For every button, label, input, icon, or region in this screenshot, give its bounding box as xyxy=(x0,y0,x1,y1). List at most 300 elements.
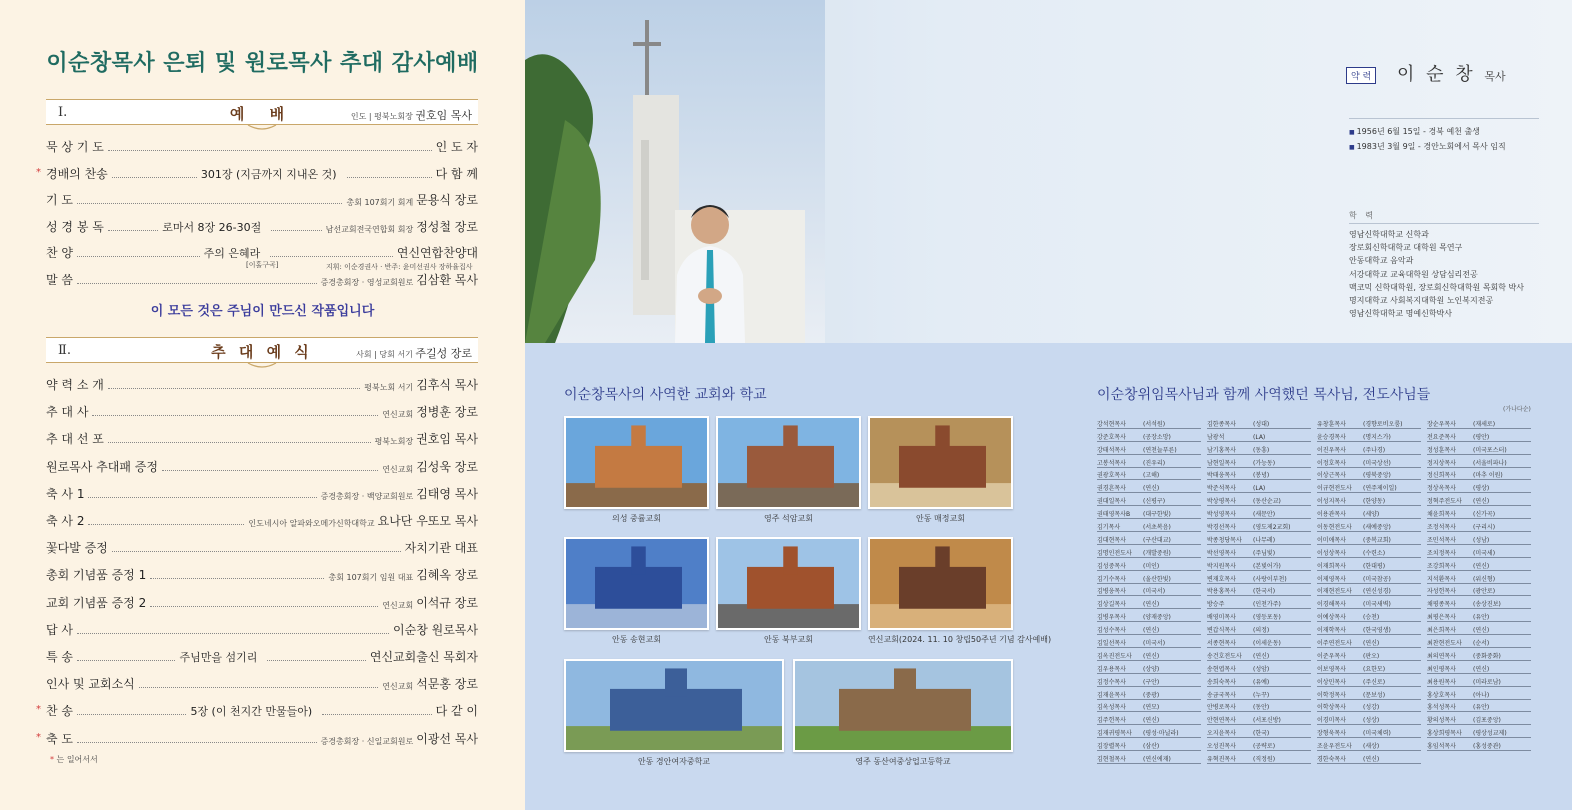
table-row xyxy=(1427,712,1531,725)
pastor-name: 이성지목사 xyxy=(1317,498,1346,506)
table-row xyxy=(1317,622,1421,635)
pastor-name: 정성훈목사 xyxy=(1427,446,1456,454)
pastor-name: 최찬현전도사 xyxy=(1427,640,1462,648)
program-item-person: 다 함 께 xyxy=(435,166,479,181)
table-row xyxy=(1207,609,1311,622)
pastor-church: (구산대교) xyxy=(1143,536,1171,544)
program-item-role: 증경총회장 · 영성교회원로 xyxy=(320,277,414,287)
pastors-column xyxy=(1317,416,1421,764)
dot-leader xyxy=(108,230,158,231)
program-item-person: 문용식 장로 xyxy=(416,193,478,207)
dot-leader xyxy=(162,470,378,471)
pastor-name: 권경흔목사 xyxy=(1097,485,1126,493)
table-row xyxy=(1097,455,1201,468)
dot-leader xyxy=(271,230,321,231)
table-row xyxy=(1427,558,1531,571)
pastor-name: 홍상호목사 xyxy=(1427,691,1456,699)
pastor-church: (신평구) xyxy=(1143,498,1166,506)
pastor-church: (연신성경) xyxy=(1363,588,1391,596)
pastor-name: 이경미목사 xyxy=(1317,717,1346,725)
pastor-name: 유혁진목사 xyxy=(1207,756,1236,764)
pastor-church: (동안) xyxy=(1253,704,1270,712)
pastor-name: 정상옥목사 xyxy=(1427,485,1456,493)
table-row xyxy=(1317,674,1421,687)
program-item-person: 인 도 자 xyxy=(435,140,478,154)
program-item-person: 정병훈 장로 xyxy=(416,405,478,420)
pastor-church: (미국상선) xyxy=(1363,459,1391,467)
dot-leader xyxy=(322,714,431,715)
photo-caption: 영주 동산여중상업고등학교 xyxy=(855,757,951,766)
section-header-ceremony xyxy=(46,337,478,363)
pastor-church: (승천) xyxy=(1363,614,1380,622)
pastor-name: 이진우목사 xyxy=(1317,446,1346,454)
pastor-name: 정지상목사 xyxy=(1427,459,1456,467)
table-row xyxy=(1427,455,1531,468)
table-row xyxy=(1097,519,1201,532)
pastor-name: 김장렬목사 xyxy=(1097,743,1126,751)
program-row xyxy=(36,164,479,182)
pastor-church: (판오) xyxy=(1363,652,1380,660)
table-row xyxy=(1317,751,1421,764)
table-row xyxy=(1097,648,1201,661)
pastor-church: (한대평) xyxy=(1363,562,1386,570)
pastor-name: 김병우목사 xyxy=(1097,614,1126,622)
program-item-label: 묵 상 기 도 xyxy=(46,140,104,154)
pastor-name: 조강희목사 xyxy=(1427,562,1456,570)
pastor-name: 경한숙목사 xyxy=(1317,756,1346,764)
section-title: 추 대 예 식 xyxy=(211,343,313,361)
table-row xyxy=(1427,700,1531,713)
pastor-church: (연신) xyxy=(1363,640,1380,648)
text-line: 영남신학대학교 명예신학박사 xyxy=(1349,309,1453,319)
pastor-name: 지석환목사 xyxy=(1427,575,1456,583)
program-item-role: 총회 107회기 회계 xyxy=(346,198,414,207)
table-row xyxy=(1427,609,1531,622)
program-row xyxy=(46,429,478,447)
pastor-name: 이 순 창 목사 xyxy=(1397,64,1506,85)
pastor-church: (영등포동) xyxy=(1253,614,1281,622)
pastor-name: 송희숙목사 xyxy=(1207,678,1236,686)
pastor-name: 송현엽목사 xyxy=(1207,665,1236,673)
churches-heading: 이순창목사의 사역한 교회와 학교 xyxy=(564,387,767,403)
photo-caption: 의성 중률교회 xyxy=(612,514,661,523)
pastor-church: (미국참공) xyxy=(1363,575,1391,583)
pastor-name: 김주헌목사 xyxy=(1097,717,1126,725)
text-line: 안동대학교 음악과 xyxy=(1349,256,1414,266)
program-item-person: 다 같 이 xyxy=(435,704,478,719)
pastor-name: 홍상희평목사 xyxy=(1427,730,1462,738)
pastor-church: (중화중화) xyxy=(1473,652,1501,660)
section-number: Ⅰ. xyxy=(58,105,68,120)
pastor-name: 박준석목사 xyxy=(1207,485,1236,493)
pastor-name: 이재학목사 xyxy=(1317,627,1346,635)
table-row xyxy=(1097,429,1201,442)
school-photo xyxy=(564,659,784,752)
pastor-church: (문보성) xyxy=(1363,691,1386,699)
pastor-church: (평성·마닐라) xyxy=(1143,730,1179,738)
pastor-name: 채윤희목사 xyxy=(1427,511,1456,519)
pastors-heading: 이순창위임목사님과 함께 사역했던 목사님, 전도사님들 xyxy=(1097,387,1431,403)
table-row xyxy=(1427,480,1531,493)
program-row xyxy=(36,701,478,719)
dot-leader xyxy=(139,687,379,688)
pastor-name: 이성상목사 xyxy=(1317,549,1346,557)
table-row xyxy=(1207,429,1311,442)
text-line: 명지대학교 사회복지대학원 노인복지전공 xyxy=(1349,296,1494,306)
pastor-church: (공략로) xyxy=(1253,743,1276,751)
program-item-person: 연신연합찬양대 xyxy=(396,246,479,260)
pastor-church: (인천가주) xyxy=(1253,601,1281,609)
section-title: 예 배 xyxy=(229,105,295,123)
program-row xyxy=(46,538,478,556)
pastor-church: (동산순교) xyxy=(1253,498,1281,506)
program-item-person: 연신교회출신 목회자 xyxy=(369,650,479,664)
pastor-church: (송상진보) xyxy=(1473,601,1501,609)
pastor-church: (홍성중관) xyxy=(1473,743,1501,751)
required-standing-mark: * xyxy=(36,731,41,743)
table-row xyxy=(1097,506,1201,519)
program-item-role: 증경총회장 · 백양교회원로 xyxy=(320,491,414,501)
pastor-church: (유안) xyxy=(1473,614,1490,622)
pastor-church: (대구한빛) xyxy=(1143,511,1171,519)
pastor-church: (동흥) xyxy=(1253,446,1270,454)
program-item-label: 인사 및 교회소식 xyxy=(46,677,135,692)
table-row xyxy=(1207,725,1311,738)
pastor-name: 이재희목사 xyxy=(1317,562,1346,570)
table-row xyxy=(1097,751,1201,764)
pastor-church: (연모) xyxy=(1143,704,1160,712)
table-row xyxy=(1207,635,1311,648)
table-row xyxy=(1097,687,1201,700)
text-line: 영남신학대학교 신학과 xyxy=(1349,230,1429,239)
pastor-church: (양재중앙) xyxy=(1143,614,1171,622)
pastor-name: 이예상목사 xyxy=(1317,614,1346,622)
pastor-church: (연신) xyxy=(1143,652,1160,660)
pastor-name: 최용원목사 xyxy=(1427,678,1456,686)
pastor-name: 김재귀평목사 xyxy=(1097,730,1132,738)
pastor-name: 이학정목사 xyxy=(1317,691,1346,699)
pastor-name: 이상민목사 xyxy=(1317,678,1346,686)
table-row xyxy=(1427,725,1531,738)
dot-leader xyxy=(270,256,393,257)
pastor-name: 고봉석목사 xyxy=(1097,459,1126,467)
table-row xyxy=(1207,661,1311,674)
pastor-church: (미국서) xyxy=(1143,588,1166,596)
table-row xyxy=(1427,506,1531,519)
table-row xyxy=(1427,493,1531,506)
pastor-church: (순서) xyxy=(1473,640,1490,648)
table-row xyxy=(1207,622,1311,635)
pastors-column xyxy=(1207,416,1311,764)
pastor-name: 송건호전도사 xyxy=(1207,652,1242,660)
dot-leader xyxy=(77,714,186,715)
program-item-role: 연신교회 xyxy=(382,410,414,420)
table-row xyxy=(1317,687,1421,700)
photo-caption: 안동 북부교회 xyxy=(764,635,813,644)
text-line: ■ 1956년 6월 15일 - 경북 예천 출생 xyxy=(1349,125,1506,140)
table-row xyxy=(1427,661,1531,674)
table-row xyxy=(1427,674,1531,687)
pastor-name: 안현연목사 xyxy=(1207,717,1236,725)
table-row xyxy=(1097,622,1201,635)
dot-leader xyxy=(112,551,401,552)
program-row xyxy=(46,137,478,155)
pastor-name: 김성수목사 xyxy=(1097,627,1126,635)
table-row xyxy=(1427,738,1531,751)
pastor-church: (한국영생) xyxy=(1363,627,1391,635)
pastor-name: 박지원목사 xyxy=(1207,562,1236,570)
pastor-name: 이미애목사 xyxy=(1317,536,1346,544)
dot-leader xyxy=(88,524,244,525)
program-item-detail: 로마서 8장 26-30절 xyxy=(162,220,262,234)
pastor-church: (새상) xyxy=(1363,743,1380,751)
table-row xyxy=(1207,493,1311,506)
pastor-name: 권광호목사 xyxy=(1097,472,1126,480)
program-item-role: 인도네시아 알파와오메가신학대학교 xyxy=(248,519,375,528)
table-row xyxy=(1097,480,1201,493)
dot-leader xyxy=(112,177,197,178)
pastor-name: 이상근목사 xyxy=(1317,472,1346,480)
dot-leader xyxy=(77,203,342,204)
pastor-name: 최은희목사 xyxy=(1427,627,1456,635)
pastor-church: (연신) xyxy=(1143,485,1160,493)
pastor-church: (울산한빛) xyxy=(1143,575,1171,583)
program-row xyxy=(36,729,478,747)
table-row xyxy=(1427,584,1531,597)
program-item-role: 총회 107회기 임원 대표 xyxy=(328,573,414,583)
program-item-person: 김후식 목사 xyxy=(416,378,478,392)
congregation-photo xyxy=(868,416,1013,509)
text-line: 서강대학교 교육대학원 상담심리전공 xyxy=(1349,269,1478,279)
pastor-name: 장순우목사 xyxy=(1427,420,1456,428)
table-row xyxy=(1427,429,1531,442)
table-row xyxy=(1427,635,1531,648)
program-item-label: 추 대 사 xyxy=(46,405,89,420)
table-row xyxy=(1317,455,1421,468)
section-header-worship xyxy=(46,99,478,125)
pastor-church: (주나경) xyxy=(1363,446,1386,454)
pastor-church: (미인) xyxy=(1143,562,1160,570)
pastor-church: (마추 이원) xyxy=(1473,472,1503,480)
pastor-name: 채평종목사 xyxy=(1427,601,1456,609)
page-title: 이순창목사 은퇴 및 원로목사 추대 감사예배 xyxy=(46,51,479,76)
table-row xyxy=(1207,468,1311,481)
pastor-name: 김옥진전도사 xyxy=(1097,652,1132,660)
required-standing-mark: * xyxy=(36,166,41,178)
divider xyxy=(1349,223,1539,224)
choir-credits: 지휘: 이순경권사 · 반주: 윤미선권사 장하율집사 xyxy=(326,263,473,271)
pastor-church: (재세로) xyxy=(1473,420,1496,428)
pastor-church: (평북중앙) xyxy=(1363,472,1391,480)
pastor-name: 이재현전도사 xyxy=(1317,588,1352,596)
table-row xyxy=(1427,687,1531,700)
pastor-church: (서울비파나) xyxy=(1473,459,1507,467)
pastor-name: 박상평목사 xyxy=(1207,498,1236,506)
pastor-church: (연신에재) xyxy=(1143,756,1171,764)
table-row xyxy=(1317,609,1421,622)
pastor-church: (연천늘푸른) xyxy=(1143,446,1177,454)
ornament-icon xyxy=(246,362,278,370)
table-row xyxy=(1317,416,1421,429)
program-item-role: 평북노회장 xyxy=(374,437,414,447)
dot-leader xyxy=(77,256,200,257)
table-row xyxy=(1427,622,1531,635)
program-row xyxy=(46,402,478,420)
pastor-name: 최인평목사 xyxy=(1427,665,1456,673)
section-leader: 사회 | 당회 서기 주길성 장로 xyxy=(356,347,472,360)
program-item-detail: 주님만을 섬기리 xyxy=(179,651,258,664)
pastor-church: (광안로) xyxy=(1473,588,1496,596)
program-row xyxy=(46,511,478,529)
profile-panel xyxy=(525,0,1572,343)
pastor-church: (구안) xyxy=(1143,678,1160,686)
pastor-name: 오성진목사 xyxy=(1207,743,1236,751)
program-item-person: 김성욱 장로 xyxy=(416,459,478,474)
pastor-church: (김포중앙) xyxy=(1473,717,1501,725)
program-row xyxy=(46,620,478,638)
pastor-church: (중광) xyxy=(1143,691,1160,699)
pastor-church: (평상) xyxy=(1473,485,1490,493)
table-row xyxy=(1207,480,1311,493)
table-row xyxy=(1317,558,1421,571)
program-row xyxy=(46,674,478,692)
table-row xyxy=(1207,455,1311,468)
choir-song-note: [이홀구곡] xyxy=(246,261,279,269)
program-item-label: 기 도 xyxy=(46,193,73,207)
table-row xyxy=(1207,596,1311,609)
pastor-church: (미국새벽) xyxy=(1363,601,1391,609)
slogan: 이 모든 것은 주님이 만드신 작품입니다 xyxy=(150,304,375,319)
pastor-name: 이경해목사 xyxy=(1317,601,1346,609)
pastor-name: 김현철목사 xyxy=(1097,756,1126,764)
pastor-church: (사랑이부천) xyxy=(1253,575,1287,583)
program-item-label: 찬 양 xyxy=(46,246,73,260)
table-row xyxy=(1207,687,1311,700)
pastor-name: 조정석목사 xyxy=(1427,524,1456,532)
pastor-church: (신가곡) xyxy=(1473,511,1496,519)
pastor-church: (유예) xyxy=(1253,678,1270,686)
pastor-church: (상양) xyxy=(1143,665,1160,673)
pastor-church: (새예중앙) xyxy=(1363,524,1391,532)
program-item-label: 축 도 xyxy=(46,731,73,746)
pastor-name: 조윤우전도사 xyxy=(1317,743,1352,751)
table-row xyxy=(1097,545,1201,558)
pastor-church: (위신형) xyxy=(1473,575,1496,583)
pastor-name: 권대일목사 xyxy=(1097,498,1126,506)
pastor-church: (개발중원) xyxy=(1143,549,1171,557)
program-item-label: 약 력 소 개 xyxy=(46,378,104,392)
table-row xyxy=(1097,558,1201,571)
pastor-church: (연신) xyxy=(1473,627,1490,635)
program-item-role: 연신교회 xyxy=(382,464,414,474)
pastor-photo-icon xyxy=(525,0,825,343)
dot-leader xyxy=(108,442,371,443)
dot-leader xyxy=(88,497,316,498)
pastor-church: (연신) xyxy=(1143,717,1160,725)
table-row xyxy=(1317,584,1421,597)
pastor-name: 권태영목사B xyxy=(1097,511,1131,519)
program-row xyxy=(46,243,478,261)
pastor-name: 자성헌목사 xyxy=(1427,588,1456,596)
dot-leader xyxy=(77,742,317,743)
dot-leader xyxy=(77,283,317,284)
table-row xyxy=(1097,700,1201,713)
pastor-church: (중복교회) xyxy=(1363,536,1391,544)
pastor-name: 남기홍목사 xyxy=(1207,446,1236,454)
table-row xyxy=(1207,584,1311,597)
education-heading: 학 력 xyxy=(1349,211,1376,220)
table-row xyxy=(1317,532,1421,545)
table-row xyxy=(1317,661,1421,674)
table-row xyxy=(1427,545,1531,558)
pastor-church: (성강) xyxy=(1363,704,1380,712)
table-row xyxy=(1207,712,1311,725)
pastor-church: (LA) xyxy=(1253,433,1266,441)
pastor-name: 강석현목사 xyxy=(1097,420,1126,428)
table-row xyxy=(1097,596,1201,609)
pastor-church: (연신) xyxy=(1253,652,1270,660)
program-item-label: 교회 기념품 증정 2 xyxy=(46,595,147,610)
pastor-name: 박선영목사 xyxy=(1207,549,1236,557)
pastor-church: (주신로) xyxy=(1363,678,1386,686)
pastor-name: 최평은목사 xyxy=(1427,614,1456,622)
photo-caption: 안동 송현교회 xyxy=(612,635,661,644)
table-row xyxy=(1317,596,1421,609)
pastor-name: 김기목사 xyxy=(1097,524,1121,532)
pastor-church: (삼산) xyxy=(1143,743,1160,751)
table-row xyxy=(1317,519,1421,532)
dot-leader xyxy=(77,660,175,661)
pastor-name: 윤승경목사 xyxy=(1317,433,1346,441)
program-item-detail: 5장 (이 천지간 만물들아) xyxy=(190,705,313,719)
photo-caption: 영주 석암교회 xyxy=(764,514,813,523)
program-item-person: 자치기관 대표 xyxy=(404,541,478,556)
program-item-label: 성 경 봉 독 xyxy=(46,219,104,234)
pastor-name: 남현일목사 xyxy=(1207,459,1236,467)
pastor-name: 김우용목사 xyxy=(1097,665,1126,673)
table-row xyxy=(1097,584,1201,597)
program-item-person: 정성철 장로 xyxy=(416,219,478,234)
pastor-church: (직정원) xyxy=(1253,756,1276,764)
pastor-church: (서초복음) xyxy=(1143,524,1171,532)
table-row xyxy=(1097,571,1201,584)
pastor-church: (이세운동) xyxy=(1253,640,1281,648)
program-item-person: 요나단 우또모 목사 xyxy=(377,514,478,528)
table-row xyxy=(1207,545,1311,558)
table-row xyxy=(1207,648,1311,661)
section-leader: 인도 | 평북노회장 권호임 목사 xyxy=(350,109,472,122)
table-row xyxy=(1427,519,1531,532)
pastor-name: 박종청당목사 xyxy=(1207,536,1242,544)
program-row xyxy=(46,484,478,502)
table-row xyxy=(1427,416,1531,429)
table-row xyxy=(1317,468,1421,481)
table-row xyxy=(1427,468,1531,481)
table-row xyxy=(1427,648,1531,661)
pastor-church: (서석원) xyxy=(1143,420,1166,428)
table-row xyxy=(1207,751,1311,764)
pastor-name: 배영미목사 xyxy=(1207,614,1236,622)
table-row xyxy=(1097,532,1201,545)
pastor-church: (미국세) xyxy=(1473,549,1496,557)
pastor-church: (성상) xyxy=(1363,717,1380,725)
program-item-label: 원로목사 추대패 증정 xyxy=(46,459,158,474)
dot-leader xyxy=(108,150,432,151)
pastor-name: 강태석목사 xyxy=(1097,446,1126,454)
pastor-name: 박경선목사 xyxy=(1207,524,1236,532)
table-row xyxy=(1097,468,1201,481)
pastor-name: 홍석성목사 xyxy=(1427,704,1456,712)
